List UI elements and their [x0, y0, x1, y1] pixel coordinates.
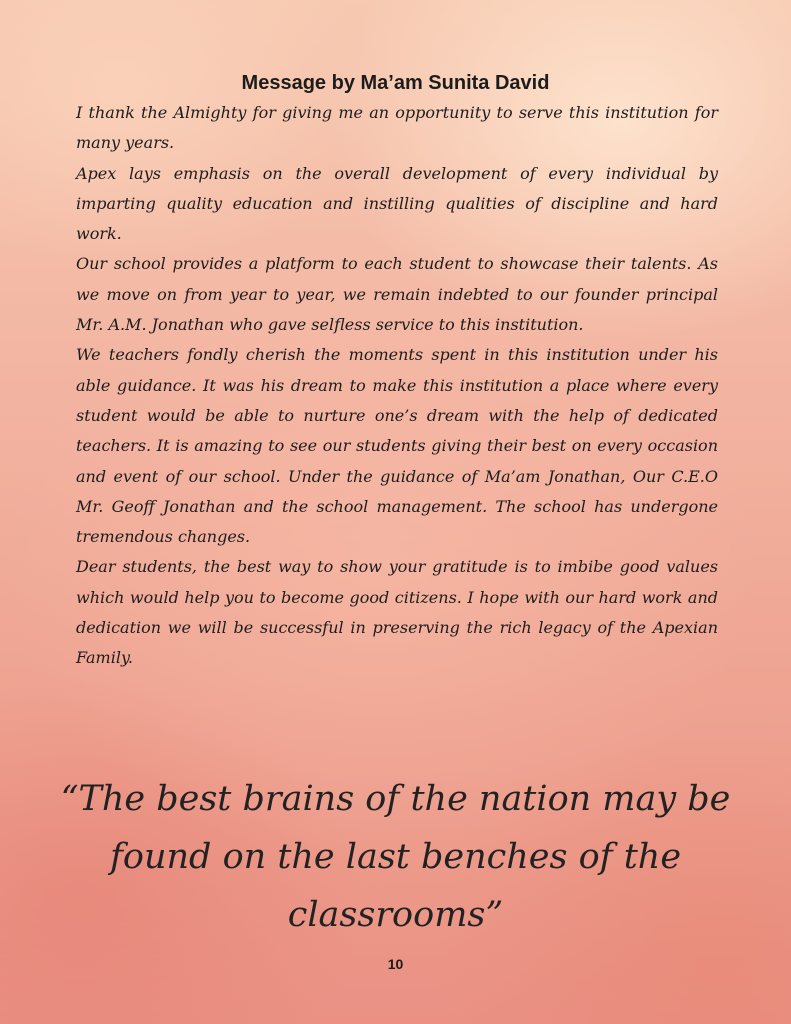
message-paragraph: I thank the Almighty for giving me an opportunity to serve this institution for many years.: [76, 103, 718, 153]
featured-quote: “The best brains of the nation may be found on the last benches of the classrooms”: [60, 779, 731, 935]
message-paragraph: Apex lays emphasis on the overall development of every individual by imparting quality education and instilling qualities of discipline and hard work.: [76, 163, 718, 244]
message-paragraph: We teachers fondly cherish the moments spent in this institution under his able guidance. It was his dream to make this institution a place where every student would be able to nurture one’s dream with the help of dedicated teachers. It is amazing to see our students giving their best on every occasion and event of our school. Under the guidance of Ma’am Jonathan, Our C.E.O Mr. Geoff Jonathan and the school management. The school has undergone tremendous changes.: [76, 345, 718, 547]
message-body: [76, 98, 718, 674]
page-title: Message by Ma’am Sunita David: [241, 72, 550, 94]
message-paragraph: Our school provides a platform to each student to showcase their talents. As we move on from year to year, we remain indebted to our founder principal Mr. A.M. Jonathan who gave selfless service to this institution.: [76, 254, 718, 335]
page-number: 10: [387, 956, 404, 972]
message-paragraph: Dear students, the best way to show your gratitude is to imbibe good values which would help you to become good citizens. I hope with our hard work and dedication we will be successful in preserving the rich legacy of the Apexian Family.: [76, 557, 718, 668]
